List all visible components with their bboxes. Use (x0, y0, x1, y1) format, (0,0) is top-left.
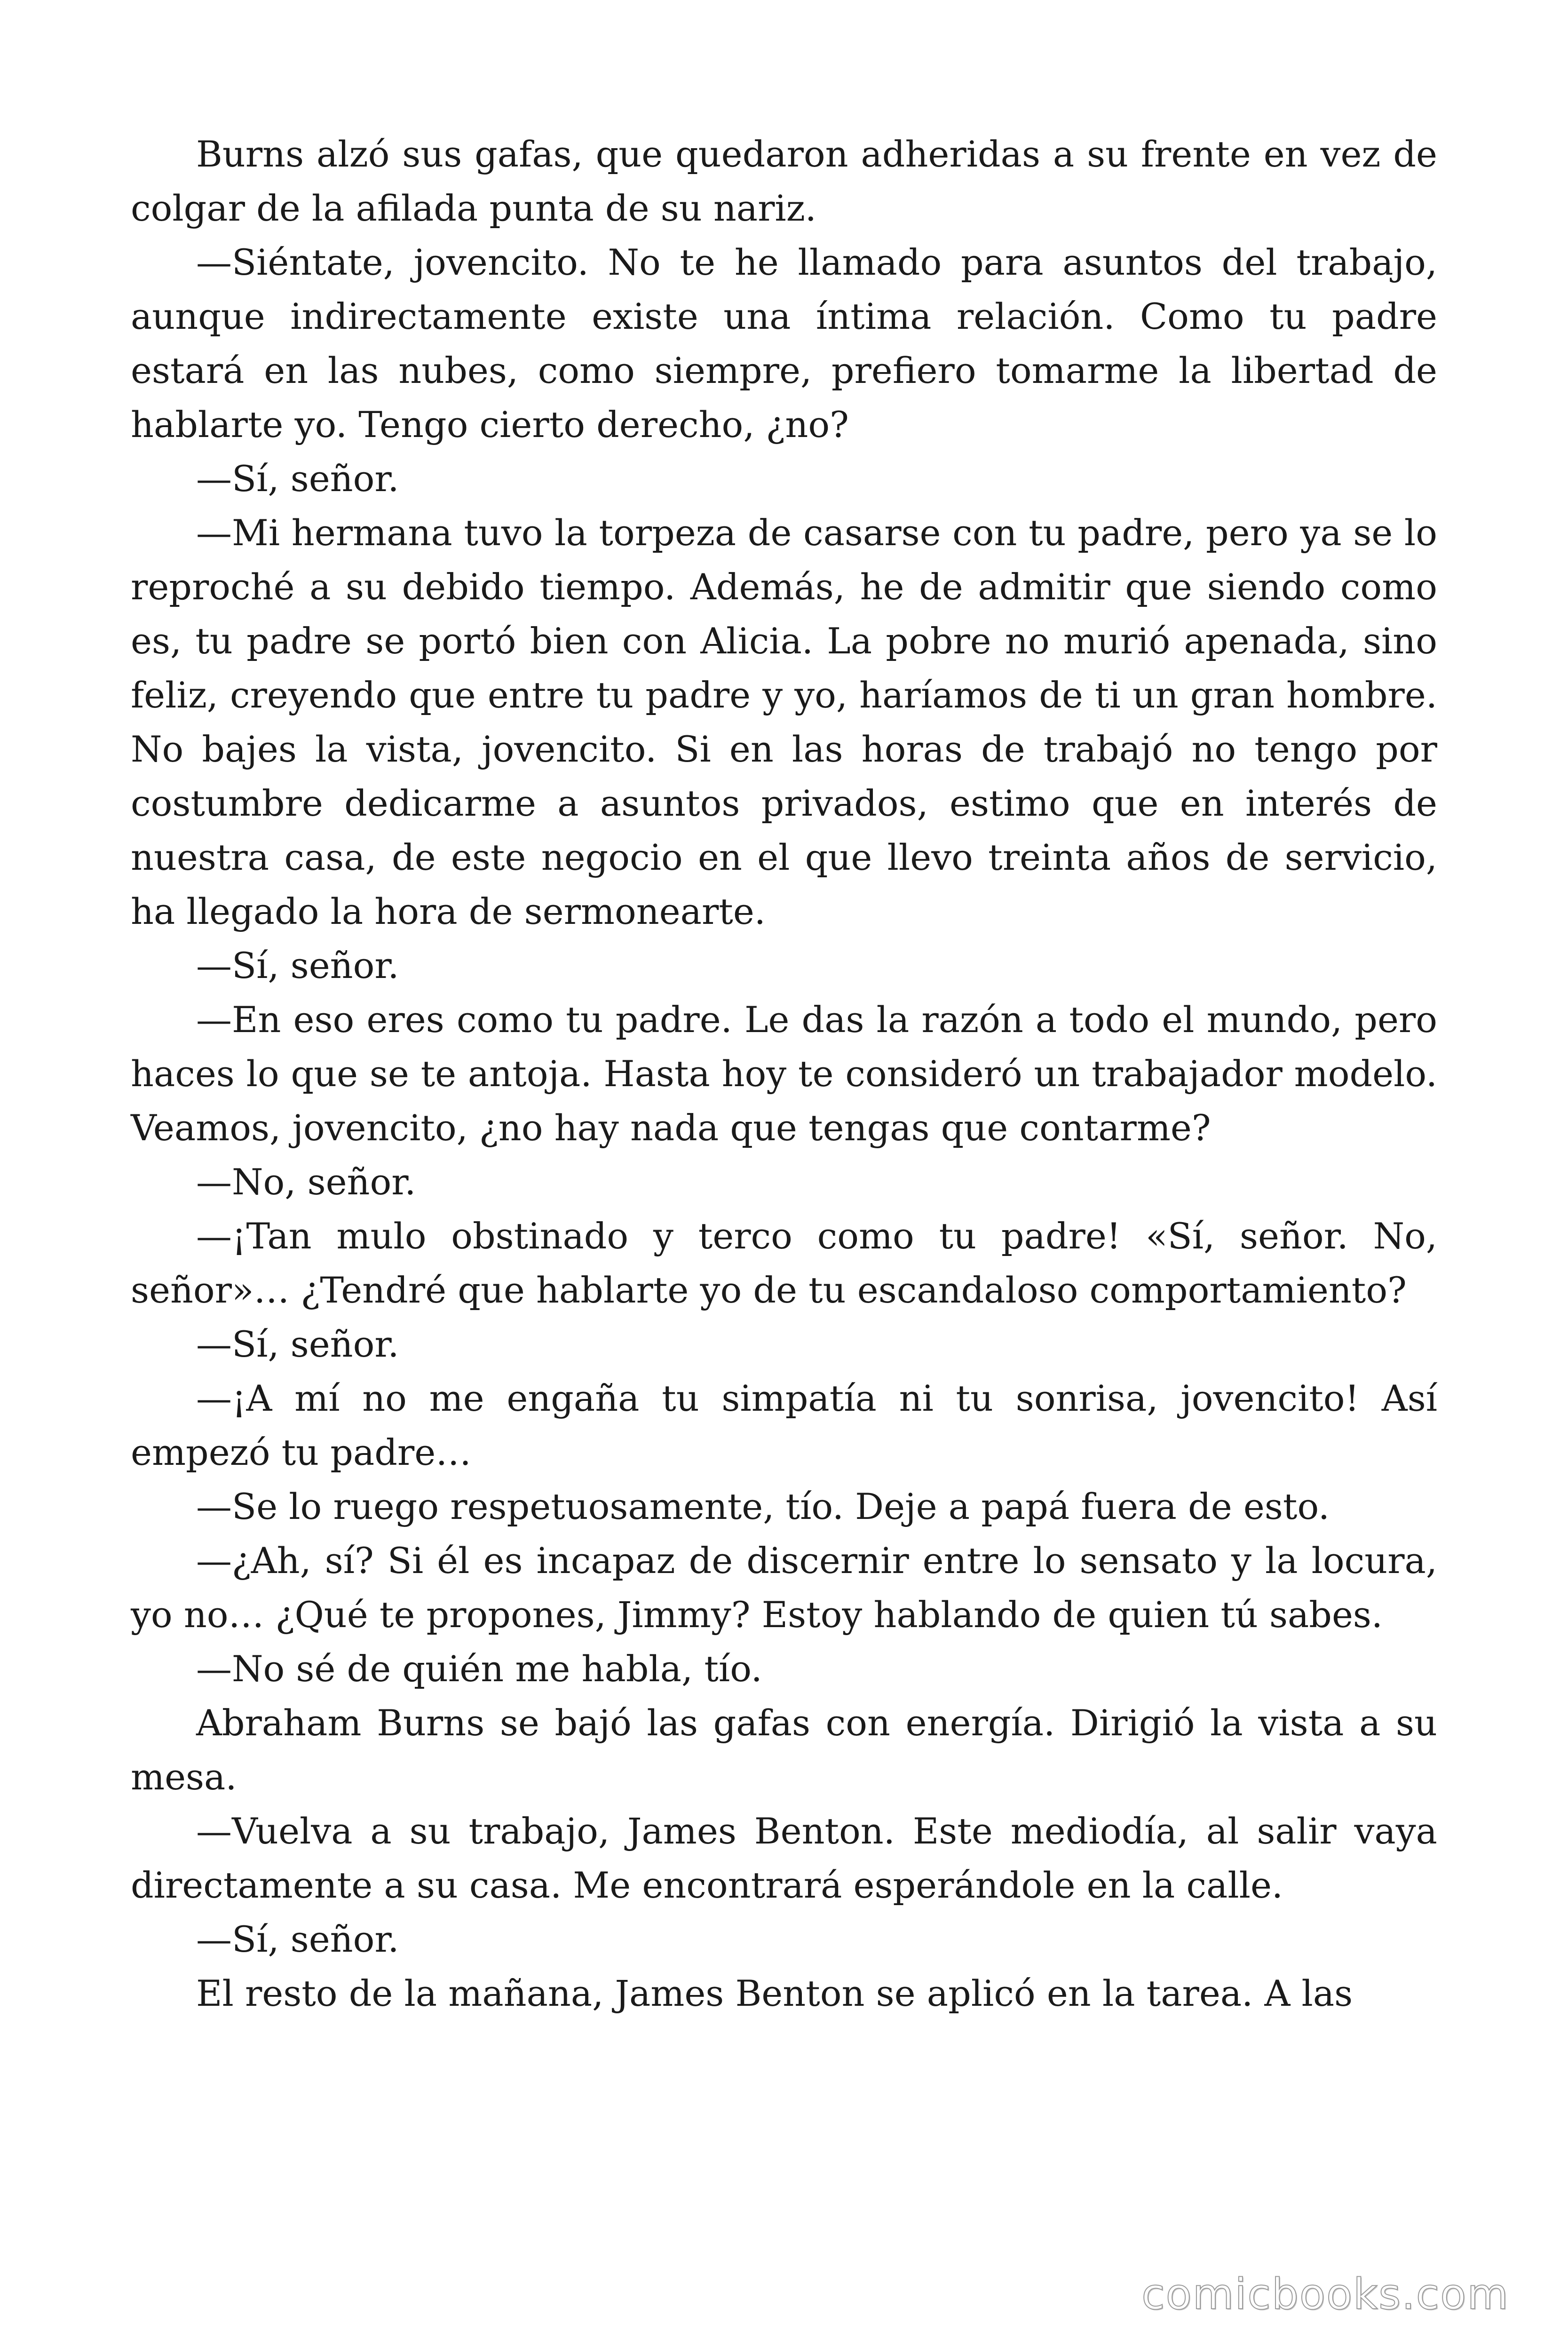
paragraph: —¡Tan mulo obstinado y terco como tu padre! «Sí, señor. No, señor»… ¿Tendré que hablarte yo de tu escandaloso comportamiento? (131, 1215, 1437, 1311)
paragraph: Burns alzó sus gafas, que quedaron adheridas a su frente en vez de colgar de la afilada punta de su nariz. (131, 133, 1437, 229)
paragraph: —Mi hermana tuvo la torpeza de casarse con tu padre, pero ya se lo reproché a su debido tiempo. Además, he de admitir que siendo como es, tu padre se portó bien con Alicia. La pobre no murió apenada, sino feliz, creyendo que entre tu padre y yo, haríamos de ti un gran hombre. No bajes la vista, jovencito. Si en las horas de trabajó no tengo por costumbre dedicarme a asuntos privados, estimo que en interés de nuestra casa, de este negocio en el que llevo treinta años de servicio, ha llegado la hora de sermonearte. (131, 512, 1437, 932)
paragraph: —Siéntate, jovencito. No te he llamado para asuntos del trabajo, aunque indirectamente existe una íntima relación. Como tu padre estará en las nubes, como siempre, prefiero tomarme la libertad de hablarte yo. Tengo cierto derecho, ¿no? (131, 241, 1437, 445)
page-body (131, 127, 1437, 2020)
paragraph: —¿Ah, sí? Si él es incapaz de discernir entre lo sensato y la locura, yo no… ¿Qué te propones, Jimmy? Estoy hablando de quien tú sabes. (131, 1540, 1437, 1636)
paragraph: —No sé de quién me habla, tío. (196, 1648, 762, 1690)
paragraph: —¡A mí no me engaña tu simpatía ni tu sonrisa, jovencito! Así empezó tu padre… (131, 1377, 1437, 1473)
paragraph: —No, señor. (196, 1161, 416, 1203)
watermark: comicbooks.com (1141, 2270, 1509, 2319)
paragraph: —Vuelva a su trabajo, James Benton. Este mediodía, al salir vaya directamente a su casa. Me encontrará esperándole en la calle. (131, 1810, 1437, 1906)
paragraph: —Sí, señor. (196, 945, 399, 986)
paragraph: —Sí, señor. (196, 458, 399, 500)
paragraph: —En eso eres como tu padre. Le das la razón a todo el mundo, pero haces lo que se te antoja. Hasta hoy te consideró un trabajador modelo. Veamos, jovencito, ¿no hay nada que tengas que contarme? (131, 999, 1437, 1149)
paragraph: —Se lo ruego respetuosamente, tío. Deje a papá fuera de esto. (196, 1486, 1330, 1527)
paragraph: Abraham Burns se bajó las gafas con energía. Dirigió la vista a su mesa. (131, 1702, 1437, 1798)
paragraph: El resto de la mañana, James Benton se aplicó en la tarea. A las (196, 1972, 1353, 2014)
paragraph: —Sí, señor. (196, 1323, 399, 1365)
paragraph: —Sí, señor. (196, 1918, 399, 1960)
